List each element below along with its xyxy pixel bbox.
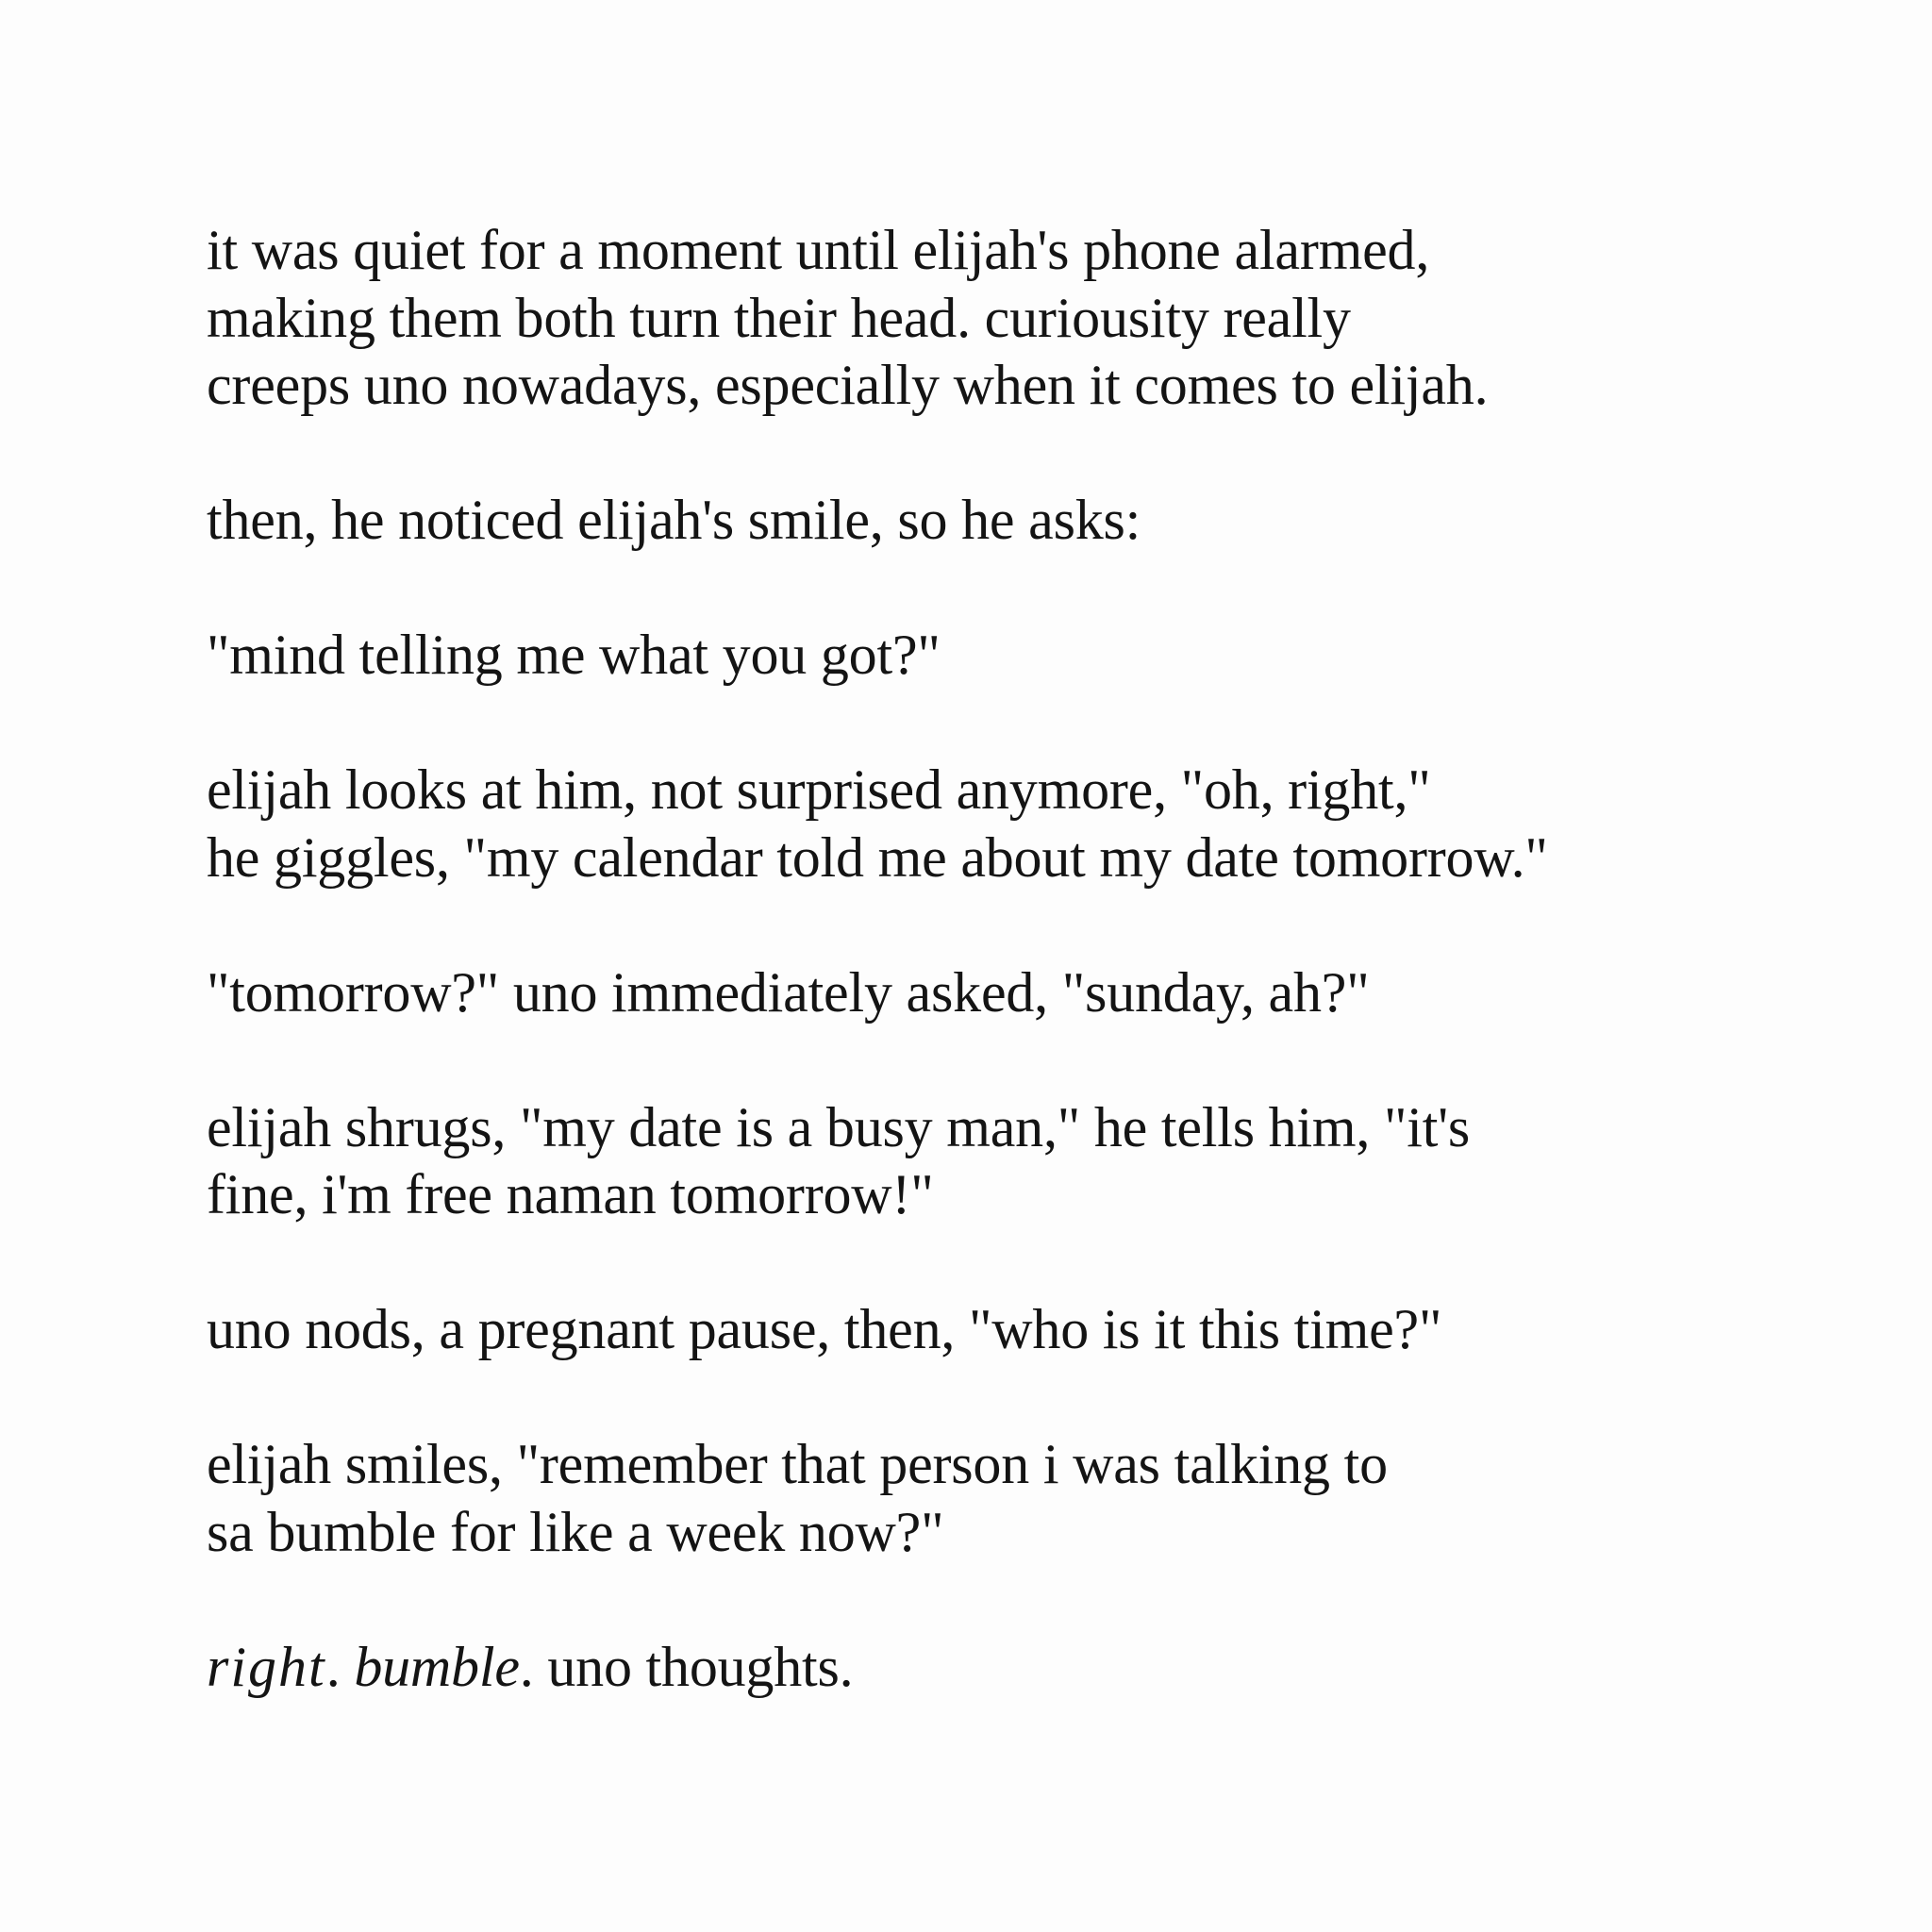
text-line: elijah looks at him, not surprised anymore, "oh, right," [207, 758, 1431, 821]
paragraph-1 [207, 217, 1754, 420]
italic-word-right: right [207, 1635, 326, 1698]
text-line [207, 1634, 1754, 1702]
paragraph-4 [207, 757, 1754, 891]
text-line: "tomorrow?" uno immediately asked, "sunday, ah?" [207, 960, 1370, 1024]
text-line: sa bumble for like a week now?" [207, 1500, 944, 1563]
text-line: "mind telling me what you got?" [207, 624, 941, 686]
text-line: then, he noticed elijah's smile, so he asks: [207, 489, 1141, 551]
text-line: elijah smiles, "remember that person i was talking to [207, 1433, 1388, 1495]
paragraph-8 [207, 1431, 1754, 1566]
text-line: he giggles, "my calendar told me about my date tomorrow." [207, 825, 1548, 889]
text-line: it was quiet for a moment until elijah's phone alarmed, [207, 219, 1430, 281]
paragraph-7 [207, 1296, 1754, 1364]
paragraph-9 [207, 1634, 1754, 1702]
story-text [207, 217, 1754, 1769]
text-line: making them both turn their head. curiousity really [207, 286, 1351, 349]
paragraph-6 [207, 1094, 1754, 1229]
text-line: fine, i'm free naman tomorrow!" [207, 1163, 934, 1225]
paragraph-3 [207, 622, 1754, 690]
italic-word-bumble: bumble [354, 1635, 520, 1698]
paragraph-2 [207, 487, 1754, 555]
trailing-text: . uno thoughts. [519, 1635, 854, 1698]
paragraph-5 [207, 959, 1754, 1027]
text-line: uno nods, a pregnant pause, then, "who is it this time?" [207, 1298, 1442, 1360]
text-line: elijah shrugs, "my date is a busy man," he tells him, "it's [207, 1095, 1470, 1158]
separator-text: . [325, 1635, 355, 1698]
text-line: creeps uno nowadays, especially when it comes to elijah. [207, 354, 1489, 416]
